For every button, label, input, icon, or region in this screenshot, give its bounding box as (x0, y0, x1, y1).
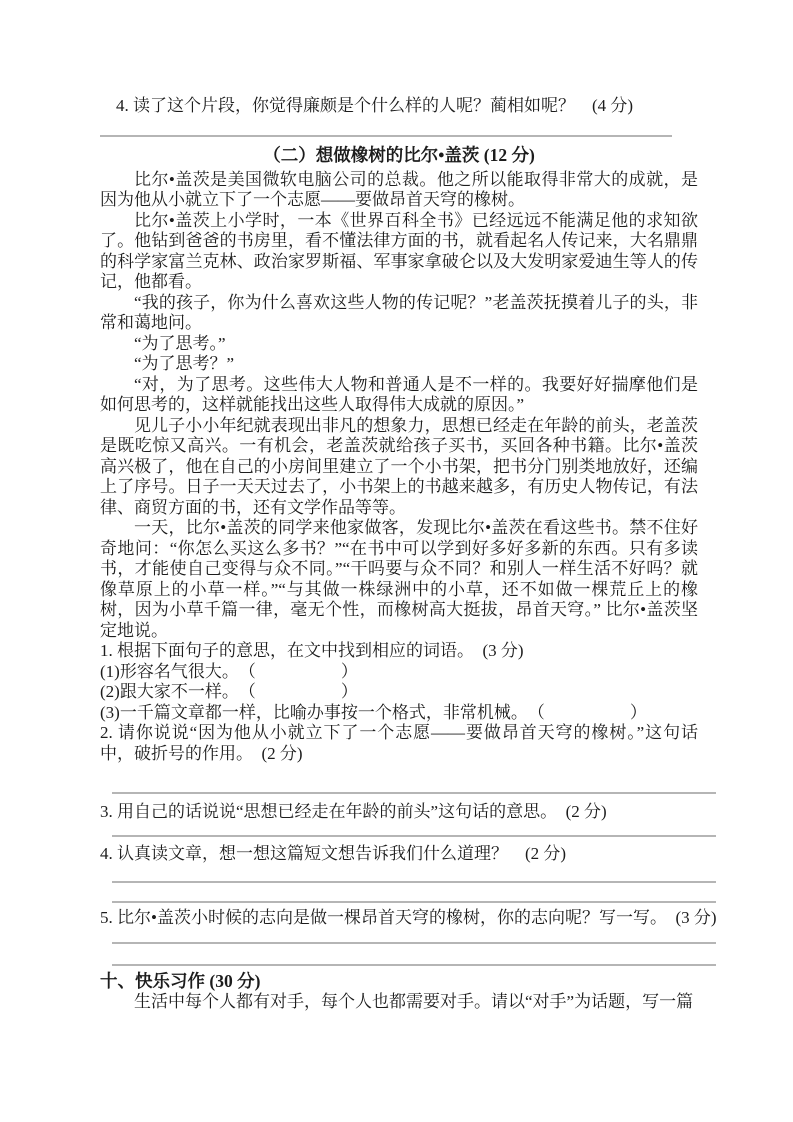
answer-line (112, 964, 716, 966)
answer-line (112, 835, 716, 837)
reading-section-title: （二）想做橡树的比尔•盖茨 (12 分) (263, 144, 535, 165)
passage-paragraph-7: 见儿子小小年纪就表现出非凡的想象力，思想已经走在年龄的前头，老盖茨是既吃惊又高兴。一有机会，老盖茨就给孩子买书，买回各种书籍。比尔•盖茨高兴极了，他在自己的小房间里建立了一个小书架，把书分门别类地放好，还编上了序号。日子一天天过去了，小书架上的书越来越多，有历史人物传记，有法律、商贸方面的书，还有文学作品等等。 (100, 415, 698, 517)
question-1-item-2: (2)跟大家不一样。 （ ） (100, 682, 358, 701)
question-1-item-1: (1)形容名气很大。 （ ） (100, 661, 358, 681)
passage-paragraph-1: 比尔•盖茨是美国微软电脑公司的总裁。他之所以能取得非常大的成就，是因为他从小就立下了一个志愿——要做昂首天穹的橡树。 (100, 169, 698, 209)
passage-paragraph-3: “我的孩子，你为什么喜欢这些人物的传记呢？”老盖茨抚摸着儿子的头，非常和蔼地问。 (100, 292, 698, 332)
question-1-item-3: (3)一千篇文章都一样，比喻办事按一个格式，非常机械。 （ ） (100, 702, 647, 722)
question-1-stem: 1. 根据下面句子的意思，在文中找到相应的词语。 (3 分) (100, 641, 524, 660)
question-5: 5. 比尔•盖茨小时候的志向是做一棵昂首天穹的橡树，你的志向呢？写一写。 (3 分) (100, 908, 717, 927)
writing-section-title: 十、快乐习作 (30 分) (100, 970, 261, 991)
question-previous-section: 4. 读了这个片段，你觉得廉颇是个什么样的人呢？蔺相如呢？ (4 分) (116, 96, 634, 115)
passage-paragraph-2: 比尔•盖茨上小学时，一本《世界百科全书》已经远远不能满足他的求知欲了。他钻到爸爸的书房里，看不懂法律方面的书，就看起名人传记来，大名鼎鼎的科学家富兰克林、政治家罗斯福、军事家拿破仑以及大发明家爱迪生等人的传记，他都看。 (100, 210, 698, 291)
passage-paragraph-8: 一天，比尔•盖茨的同学来他家做客，发现比尔•盖茨在看这些书。禁不住好奇地问：“你怎么买这么多书？”“在书中可以学到好多好多新的东西。只有多读书，才能使自己变得与众不同。”“干吗要与众不同？和别人一样生活不好吗？就像草原上的小草一样。”“与其做一株绿洲中的小草，还不如做一棵荒丘上的橡树，因为小草千篇一律，毫无个性，而橡树高大挺拔，昂首天穹。” 比尔•盖茨坚定地说。 (100, 518, 698, 640)
passage-paragraph-4: “为了思考。” (134, 333, 226, 353)
answer-line (112, 901, 716, 903)
question-2: 2. 请你说说“因为他从小就立下了一个志愿——要做昂首天穹的橡树。”这句话中，破折号的作用。 (2 分) (100, 723, 698, 763)
question-4: 4. 认真读文章，想一想这篇短文想告诉我们什么道理？ (2 分) (100, 843, 567, 863)
passage-paragraph-5: “为了思考？” (134, 354, 235, 373)
passage-paragraph-6: “对，为了思考。这些伟大人物和普通人是不一样的。我要好好揣摩他们是如何思考的，这样就能找出这些人取得伟大成就的原因。” (100, 374, 698, 414)
writing-section-intro: 生活中每个人都有对手，每个人也都需要对手。请以“对手”为话题，写一篇 (134, 991, 694, 1011)
answer-line (112, 881, 716, 883)
question-3: 3. 用自己的话说说“思想已经走在年龄的前头”这句话的意思。 (2 分) (100, 802, 607, 821)
page-content (100, 96, 717, 1012)
section-divider (100, 135, 672, 137)
answer-line (112, 942, 716, 944)
answer-line (112, 792, 716, 794)
